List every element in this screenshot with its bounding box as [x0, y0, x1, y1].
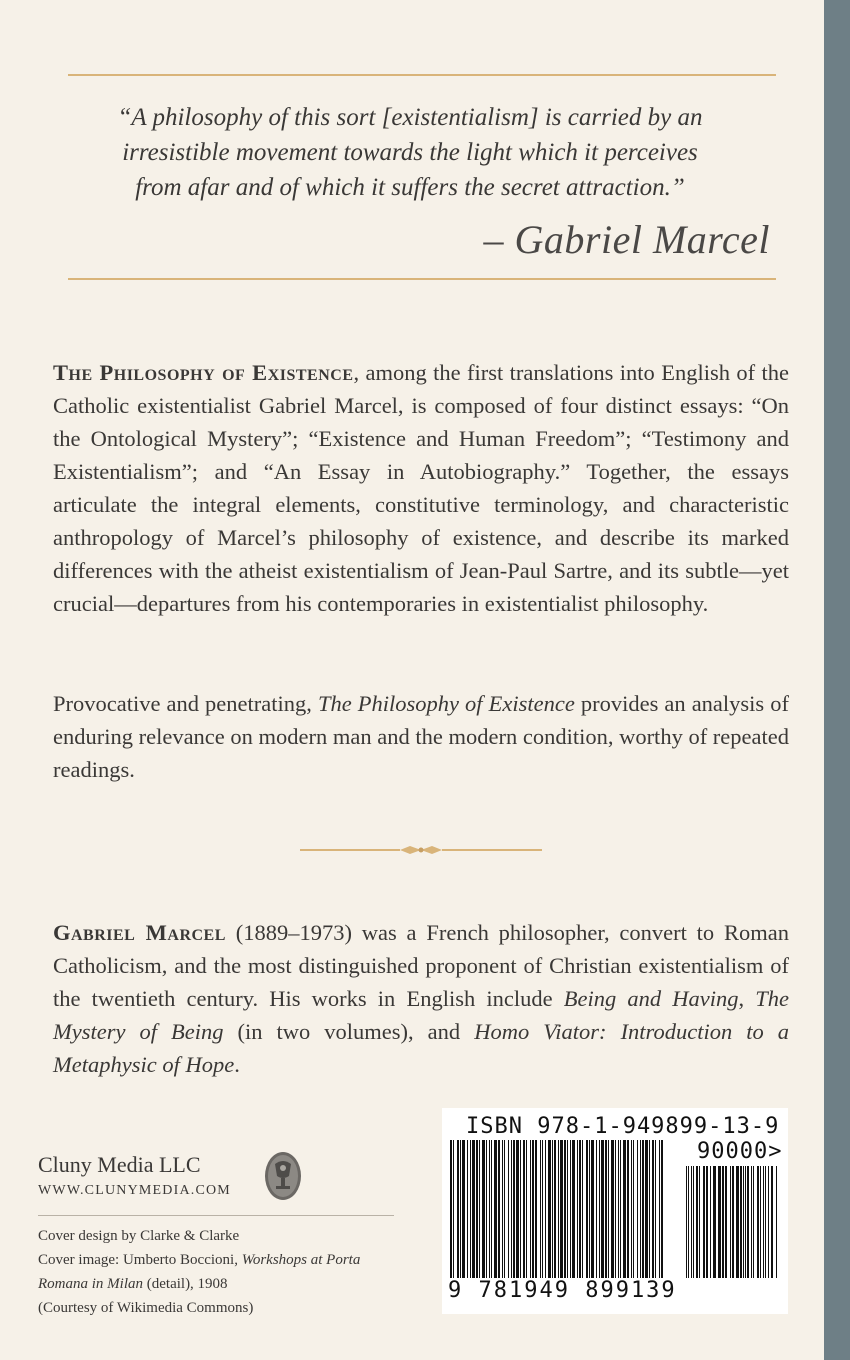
barcode-bar	[577, 1140, 578, 1278]
credit-text: Cover image: Umberto Boccioni,	[38, 1252, 242, 1268]
barcode-bar	[633, 1140, 634, 1278]
barcode-bar	[508, 1140, 509, 1278]
barcode-bar	[608, 1140, 609, 1278]
barcode-bar	[502, 1140, 503, 1278]
barcode-bar	[620, 1140, 621, 1278]
barcode-bar	[545, 1140, 546, 1278]
barcode-bar	[482, 1140, 485, 1278]
barcode-addon-bar	[771, 1166, 773, 1278]
barcode-bar	[467, 1140, 468, 1278]
barcode-bar	[530, 1140, 531, 1278]
barcode-bar	[567, 1140, 568, 1278]
barcode-addon-bar	[743, 1166, 744, 1278]
barcode-bar	[599, 1140, 600, 1278]
barcode-bar	[479, 1140, 480, 1278]
barcode-addon-bar	[751, 1166, 752, 1278]
barcode-bar	[627, 1140, 629, 1278]
barcode-bar	[498, 1140, 500, 1278]
barcode-addon-bar	[696, 1166, 698, 1278]
barcode-bar	[494, 1140, 497, 1278]
top-gold-rule	[68, 74, 776, 76]
barcode-bar	[489, 1140, 490, 1278]
barcode-bar	[462, 1140, 465, 1278]
barcode-bar	[586, 1140, 588, 1278]
book-spine-edge	[824, 0, 850, 1360]
barcode-addon-bar	[732, 1166, 734, 1278]
barcode-addon-bar	[722, 1166, 724, 1278]
bio-text: (1889–1973) was a French philosopher, convert to Roman Catholicism, and the most distinguished proponent of Christian existentialism of the twentieth century. His works in English include	[53, 920, 789, 1011]
credit-text: (detail), 1908	[143, 1276, 228, 1292]
barcode-bar	[532, 1140, 534, 1278]
publisher-seal-icon	[263, 1150, 303, 1202]
author-name-smallcaps: Gabriel Marcel	[53, 920, 226, 945]
barcode-bar	[645, 1140, 648, 1278]
cover-image-credit	[38, 1248, 398, 1296]
barcode-bar	[457, 1140, 459, 1278]
description-text: , among the first translations into English of the Catholic existentialist Gabriel Marcel, is composed of four distinct essays: “On the Ontological Mystery”; “Existence and Human Freedom”; “Testimony and Existentialism”; and “An Essay in Autobiography.” Together, the essays articulate the integral elements, constitutive terminology, and characteristic anthropology of Marcel’s philosophy of existence, and describe its marked differences with the atheist existentialism of Jean-Paul Sartre, and its subtle—yet crucial—departures from his contemporaries in existentialist philosophy.	[53, 360, 789, 616]
bio-text: (in two volumes), and	[223, 1019, 475, 1044]
bio-text: ,	[738, 986, 756, 1011]
barcode-bar	[655, 1140, 656, 1278]
barcode-bar	[540, 1140, 541, 1278]
barcode-bar	[631, 1140, 632, 1278]
cover-design-credit: Cover design by Clarke & Clarke	[38, 1228, 240, 1244]
barcode-bar	[470, 1140, 471, 1278]
barcode-bar	[623, 1140, 626, 1278]
barcode-bar	[572, 1140, 575, 1278]
book-title-italic: The Mystery of Being	[53, 986, 790, 1044]
barcode-addon-bar	[718, 1166, 721, 1278]
barcode-bar	[560, 1140, 563, 1278]
barcode-addon-bar	[747, 1166, 749, 1278]
quote-line: “A philosophy of this sort [existentialism] is carried by an	[117, 104, 703, 131]
ornamental-divider	[300, 843, 542, 857]
barcode-bar	[659, 1140, 660, 1278]
barcode-addon-bar	[776, 1166, 777, 1278]
barcode-bar	[513, 1140, 515, 1278]
barcode-bar	[649, 1140, 650, 1278]
barcode-bar	[526, 1140, 527, 1278]
barcode-bar	[450, 1140, 452, 1278]
author-bio	[53, 916, 789, 1081]
barcode-addon-bar	[740, 1166, 742, 1278]
barcode-bar	[596, 1140, 597, 1278]
barcode-addon-bar	[693, 1166, 694, 1278]
barcode-bar	[661, 1140, 663, 1278]
book-title-smallcaps: The Philosophy of Existence	[53, 360, 354, 385]
description-text: provides an analysis of enduring relevance on modern man and the modern condition, worthy of repeated readings.	[53, 691, 789, 782]
courtesy-credit: (Courtesy of Wikimedia Commons)	[38, 1300, 254, 1316]
barcode-addon-bar	[768, 1166, 769, 1278]
barcode-addon-bar	[703, 1166, 705, 1278]
barcode-addon-bar	[710, 1166, 711, 1278]
barcode-bar	[615, 1140, 616, 1278]
barcode-bar	[579, 1140, 581, 1278]
barcode-bar	[637, 1140, 638, 1278]
barcode-addon-bar	[736, 1166, 739, 1278]
quote-attribution-signature: – Gabriel Marcel	[483, 217, 770, 262]
description-paragraph-1	[53, 356, 789, 620]
barcode-bar	[453, 1140, 454, 1278]
barcode-addon-bar	[686, 1166, 687, 1278]
book-title-italic: Being and Having	[563, 986, 739, 1011]
barcode-bar	[589, 1140, 590, 1278]
barcode-bar	[591, 1140, 594, 1278]
isbn-barcode-box	[442, 1108, 788, 1314]
epigraph-quote	[60, 100, 760, 205]
barcode-bar	[516, 1140, 519, 1278]
barcode-bar	[605, 1140, 607, 1278]
artwork-title: Workshops at Porta Romana in Milan	[38, 1252, 361, 1292]
barcode-addon-bar	[699, 1166, 700, 1278]
barcode-addon-bar	[730, 1166, 731, 1278]
barcode-addon-bar	[760, 1166, 761, 1278]
barcode-bar	[642, 1140, 644, 1278]
barcode-addon-bar	[757, 1166, 759, 1278]
quote-line: irresistible movement towards the light which it perceives	[122, 139, 698, 166]
description-text: Provocative and penetrating,	[53, 691, 318, 716]
publisher-url[interactable]: WWW.CLUNYMEDIA.COM	[38, 1183, 231, 1198]
barcode-bar	[652, 1140, 654, 1278]
cover-credits	[38, 1224, 398, 1320]
description-paragraph-2	[53, 687, 789, 786]
barcode-addon-bar	[745, 1166, 746, 1278]
barcode-addon-bar	[713, 1166, 716, 1278]
barcode-icon	[448, 1140, 782, 1280]
barcode-bar	[511, 1140, 512, 1278]
barcode-bar	[460, 1140, 461, 1278]
barcode-bar	[520, 1140, 521, 1278]
book-title-italic: The Philosophy of Existence	[317, 691, 575, 716]
barcode-bar	[640, 1140, 641, 1278]
barcode-bar	[535, 1140, 537, 1278]
barcode-bar	[564, 1140, 566, 1278]
credits-divider	[38, 1215, 394, 1216]
barcode-bar	[558, 1140, 559, 1278]
barcode-bar	[618, 1140, 619, 1278]
barcode-addon-bar	[706, 1166, 708, 1278]
ean-digits: 9 781949 899139	[448, 1278, 677, 1303]
barcode-bar	[548, 1140, 551, 1278]
barcode-bar	[554, 1140, 556, 1278]
barcode-bar	[491, 1140, 492, 1278]
barcode-bar	[611, 1140, 614, 1278]
publisher-name: Cluny Media LLC	[38, 1152, 201, 1177]
barcode-bar	[476, 1140, 478, 1278]
barcode-addon-bar	[688, 1166, 689, 1278]
isbn-number: ISBN 978-1-949899-13-9	[466, 1114, 780, 1139]
barcode-addon-bar	[753, 1166, 754, 1278]
barcode-bar	[486, 1140, 487, 1278]
barcode-bar	[542, 1140, 543, 1278]
barcode-bar	[504, 1140, 505, 1278]
bottom-gold-rule	[68, 278, 776, 280]
quote-line: from afar and of which it suffers the secret attraction.”	[135, 174, 685, 201]
barcode-bar	[601, 1140, 604, 1278]
barcode-addon-bar	[725, 1166, 727, 1278]
barcode-bar	[472, 1140, 475, 1278]
barcode-bar	[552, 1140, 553, 1278]
barcode-addon-bar	[763, 1166, 764, 1278]
barcode-addon-bar	[691, 1166, 692, 1278]
barcode-bar	[570, 1140, 571, 1278]
barcode-addon-bar	[765, 1166, 766, 1278]
bio-text: .	[234, 1052, 240, 1077]
barcode-bar	[523, 1140, 525, 1278]
price-code: 90000>	[697, 1139, 783, 1164]
barcode-bar	[582, 1140, 583, 1278]
book-title-italic: Homo Viator: Introduction to a Metaphysic of Hope	[53, 1019, 790, 1077]
